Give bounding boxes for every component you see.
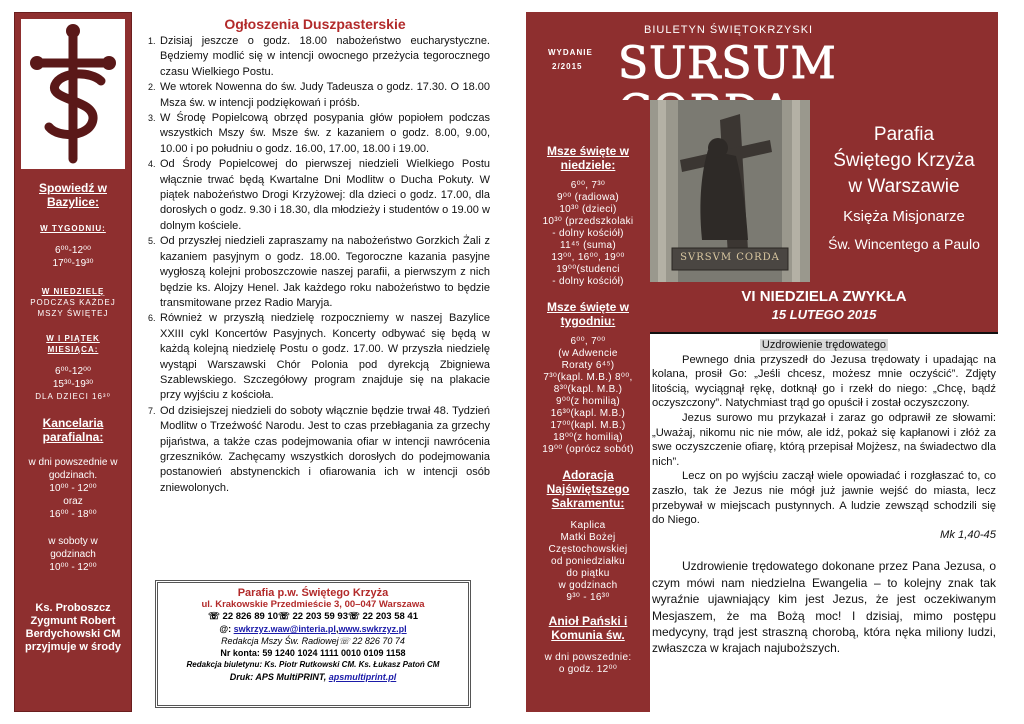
gospel-heading: Uzdrowienie trędowatego: [761, 339, 887, 351]
pastor-note: Ks. Proboszcz Zygmunt Robert Berdychowski CM przyjmuje w środy: [25, 602, 121, 653]
bulletin-editors: Redakcja biuletynu: Ks. Piotr Rutkowski CM. Ks. Łukasz Patoń CM: [186, 660, 440, 669]
announcement-item: 1. Dzisiaj jeszcze o godz. 18.00 nabożeństwo eucharystyczne. Będziemy modlić się w intencji owocnego przeżycia tegorocznego czasu Wielkiego Postu.: [158, 34, 490, 80]
edition-number: 2/2015: [552, 62, 583, 71]
announcement-item: 3. W Środę Popielcową obrzęd posypania głów popiołem podczas wszystkich Mszy św. Msze św. z kazaniem o godz. 8.00, 9.00, 10.00 i po południu o godz. 16.00, 17.00, 18.00 i 19.00.: [158, 111, 490, 157]
weekday-mass-line: 8³⁰(kapl. M.B.): [553, 384, 623, 395]
sunday-mass-line: 11⁴⁵ (suma): [559, 240, 616, 251]
weekday-mass-line: 16³⁰(kapl. M.B.): [550, 408, 626, 419]
edition-label: WYDANIE: [548, 48, 593, 57]
mass-schedule-column: [526, 100, 650, 712]
sunday-mass-line: 19⁰⁰(studenci: [556, 264, 620, 275]
sunday-note: PODCZAS KAŻDEJ MSZY ŚWIĘTEJ: [30, 298, 116, 318]
sursum-cross-icon: [21, 19, 125, 169]
email-prefix: @:: [219, 624, 234, 634]
office-title: Kancelaria parafialna:: [42, 416, 104, 444]
parish-line-3: w Warszawie: [848, 176, 960, 197]
website-link[interactable]: www.swkrzyz.pl: [338, 624, 407, 634]
sunday-mass-line: 13⁰⁰, 16⁰⁰, 19⁰⁰: [551, 252, 625, 263]
angelus-list: [526, 652, 650, 676]
announcement-item: 7. Od dzisiejszej niedzieli do soboty włącznie będzie trwał 48. Tydzień Modlitw o Trzeźwość Narodu. Jest to czas przebłagania za grzechy pijaństwa, a także czas podejmowania ofiar w intencji nawrócenia grzeszników. Zachęcamy wszystkich dorosłych do podejmowania postanowień abstynenckich i ofiarowania ich w intencji osób zniewolonych.: [158, 404, 490, 496]
parish-line-1: Parafia: [873, 124, 935, 145]
adoration-line: do piątku: [566, 568, 610, 579]
parish-line-5: Św. Wincentego a Paulo: [828, 236, 980, 252]
confession-title: Spowiedź w Bazylice:: [38, 181, 107, 209]
sunday-label: W NIEDZIELĘ: [41, 287, 105, 296]
print-prefix: Druk: APS MultiPRINT,: [229, 672, 329, 682]
left-sidebar: [14, 12, 132, 712]
office-weekdays: w dni powszednie w godzinach.: [28, 457, 118, 481]
bulletin-title: SURSUM: [618, 38, 837, 89]
parish-contact-box: [155, 580, 471, 708]
weekday-mass-list: [526, 336, 650, 456]
office-saturday: w soboty w godzinach: [48, 536, 98, 560]
sunday-heading: [650, 282, 998, 334]
announcement-item: 6. Również w przyszłą niedzielę rozpoczniemy w naszej Bazylice XXIII cykl Koncertów Pasyjnych. Koncerty odbywać się będą w każdą kolejną niedzielę Postu o godz. 17.00. W przyszła niedzielę wystąpi Warszawski Chór Polonia pod dyrekcją Zbigniewa Szablewskiego. Szczegółowy program znajduje się na plakacie przy wyjściu z kościoła.: [158, 311, 490, 403]
first-friday-label: W I PIĄTEK MIESIĄCA:: [46, 334, 100, 354]
sunday-mass-line: - dolny kościół): [552, 276, 624, 287]
gospel-paragraph: Pewnego dnia przyszedł do Jezusa trędowaty i upadając na kolana, prosił Go: „Jeśli chcesz, możesz mnie oczyścić”. Zdjęty litością, wyciągnął rękę, dotknął go i rzekł do niego: „Chcę, bądź oczyszczony”. Natychmiast trąd go opuścił i został oczyszczony.: [652, 353, 996, 410]
weekday-mass-line: 19⁰⁰ (oprócz sobót): [542, 444, 634, 455]
parish-line-2: Świętego Krzyża: [833, 150, 975, 171]
sunday-mass-line: 6⁰⁰, 7³⁰: [570, 180, 606, 191]
weekday-mass-line: 18⁰⁰(z homilią): [553, 432, 623, 443]
parish-logo: [21, 19, 125, 169]
statue-caption: SVRSVM CORDA: [680, 252, 780, 263]
sunday-mass-line: 9⁰⁰ (radiowa): [557, 192, 619, 203]
office-oraz: oraz: [63, 496, 83, 507]
office-time-1: 10⁰⁰ - 12⁰⁰: [49, 483, 97, 494]
weekdays-time-2: 17⁰⁰-19³⁰: [52, 258, 94, 269]
weekdays-time-1: 6⁰⁰-12⁰⁰: [54, 245, 92, 256]
print-info: [158, 671, 468, 683]
adoration-line: Kaplica: [570, 520, 606, 531]
sunday-mass-title: Msze święte w niedziele:: [546, 144, 630, 172]
sunday-date: 15 LUTEGO 2015: [771, 307, 877, 322]
announcements-list: [140, 34, 490, 496]
email-link[interactable]: swkrzyz.waw@interia.pl: [233, 624, 336, 634]
gospel-reference: Mk 1,40-45: [940, 528, 996, 541]
parish-line-4: Księża Misjonarze: [843, 208, 965, 225]
bulletin-name: BIULETYN ŚWIĘTOKRZYSKI: [644, 24, 814, 36]
adoration-title: Adoracja Najświętszego Sakramentu:: [546, 468, 630, 510]
bulletin-header: [526, 12, 998, 100]
adoration-line: 9³⁰ - 16³⁰: [566, 592, 610, 603]
parish-phones: ☏ 22 826 89 10☏ 22 203 59 93☏ 22 203 58 41: [208, 611, 418, 622]
friday-children: DLA DZIECI 16³⁰: [35, 392, 111, 401]
sunday-title: VI NIEDZIELA ZWYKŁA: [741, 288, 907, 305]
adoration-line: Matki Bożej: [560, 532, 616, 543]
sunday-mass-line: - dolny kościół): [552, 228, 624, 239]
bank-account: Nr konta: 59 1240 1024 1111 0010 0109 1158: [220, 648, 406, 658]
friday-time-2: 15³⁰-19³⁰: [52, 379, 94, 390]
adoration-line: od poniedziałku: [551, 556, 625, 567]
angelus-line: o godz. 12⁰⁰: [558, 664, 618, 675]
parish-emails: [158, 623, 468, 635]
sunday-mass-line: 10³⁰ (przedszkolaki: [542, 216, 634, 227]
parish-address: ul. Krakowskie Przedmieście 3, 00–047 Warszawa: [201, 599, 425, 610]
adoration-line: w godzinach: [558, 580, 618, 591]
friday-time-1: 6⁰⁰-12⁰⁰: [54, 366, 92, 377]
office-time-3: 10⁰⁰ - 12⁰⁰: [49, 562, 97, 573]
announcement-item: 2. We wtorek Nowenna do św. Judy Tadeusza o godz. 17.30. O 18.00 Msza św. w intencji podziękowań i próśb.: [158, 80, 490, 111]
commentary-paragraph: Uzdrowienie trędowatego dokonane przez Pana Jezusa, o czym mówi nam niedzielna Ewangelia – to kolejny znak tak wyraźnie ujawniający kim jest Jezus, że jest oczekiwanym Mesjaszem, że ma Bożą moc! I dzisiaj, mimo postępu medycyny, trąd jest straszną chorobą, która nęka miliony ludzi, zwłaszcza w krajach najuboższych.: [652, 559, 996, 656]
radio-editorial: Redakcja Mszy Św. Radiowej☏ 22 826 70 74: [221, 636, 405, 646]
adoration-line: Częstochowskiej: [548, 544, 628, 555]
email-separator: ,: [335, 624, 339, 634]
parish-name-box: [810, 100, 998, 282]
weekday-mass-line: 6⁰⁰, 7⁰⁰: [570, 336, 606, 347]
gospel-paragraph: Lecz on po wyjściu zaczął wiele opowiadać i rozgłaszać to, co zaszło, tak że Jezus nie mógł już jawnie wejść do miasta, lecz przebywał w miejscach pustynnych. A ludzie zewsząd schodzili się do Niego.: [652, 470, 996, 527]
sunday-mass-line: 10³⁰ (dzieci): [559, 204, 617, 215]
parish-box-title: Parafia p.w. Świętego Krzyża: [237, 587, 389, 599]
weekday-mass-line: 7³⁰(kapl. M.B.) 8⁰⁰,: [543, 372, 633, 383]
announcements-title: Ogłoszenia Duszpasterskie: [224, 16, 406, 32]
weekday-mass-line: Roraty 6⁴⁵): [561, 360, 615, 371]
weekday-mass-line: (w Adwencie: [558, 348, 618, 359]
angelus-title: Anioł Pański i Komunia św.: [548, 614, 628, 642]
announcement-item: 4. Od Środy Popielcowej do pierwszej niedzieli Wielkiego Postu włącznie trwać będą Kwartalne Dni Modlitw o Ducha Pokuty. W piątek nabożeństwo Drogi Krzyżowej: dla dzieci o godz. 17.00, dla dorosłych o godz. 9.30 i 18.30, dla młodzieży i studentów o 19.00 w dolnym kościele.: [158, 157, 490, 234]
announcements-column: [140, 12, 490, 582]
print-link[interactable]: apsmultiprint.pl: [328, 672, 397, 682]
adoration-list: [526, 520, 650, 604]
angelus-line: w dni powszednie:: [544, 652, 632, 663]
office-time-2: 16⁰⁰ - 18⁰⁰: [49, 509, 97, 520]
announcement-item: 5. Od przyszłej niedzieli zapraszamy na nabożeństwo Gorzkich Żali z kazaniem pasyjnym o godz. 18.00. Tegoroczne kazania pasyjne wygłoszą kolejni proboszczowie naszej parafii, a pierwszym z nich będzie ks. Alojzy Henel. Jak każdego roku nabożeństwo to będzie transmitowane przez Radio Maryja.: [158, 234, 490, 311]
weekday-mass-line: 9⁰⁰(z homilią): [556, 396, 620, 407]
gospel-paragraph: Jezus surowo mu przykazał i zaraz go odprawił ze słowami: „Uważaj, nikomu nic nie mów, ale idź, pokaż się kapłanowi i złóż za swe oczyszczenie ofiarę, którą przepisał Mojżesz, na świadectwo dla nich”.: [652, 411, 996, 468]
sursum-corda-photo: [650, 100, 810, 282]
weekday-mass-title: Msze święte w tygodniu:: [546, 300, 630, 328]
gospel-section: [650, 334, 998, 712]
sunday-mass-list: [526, 180, 650, 288]
weekdays-label: W TYGODNIU:: [40, 224, 106, 233]
weekday-mass-line: 17⁰⁰(kapl. M.B.): [550, 420, 626, 431]
